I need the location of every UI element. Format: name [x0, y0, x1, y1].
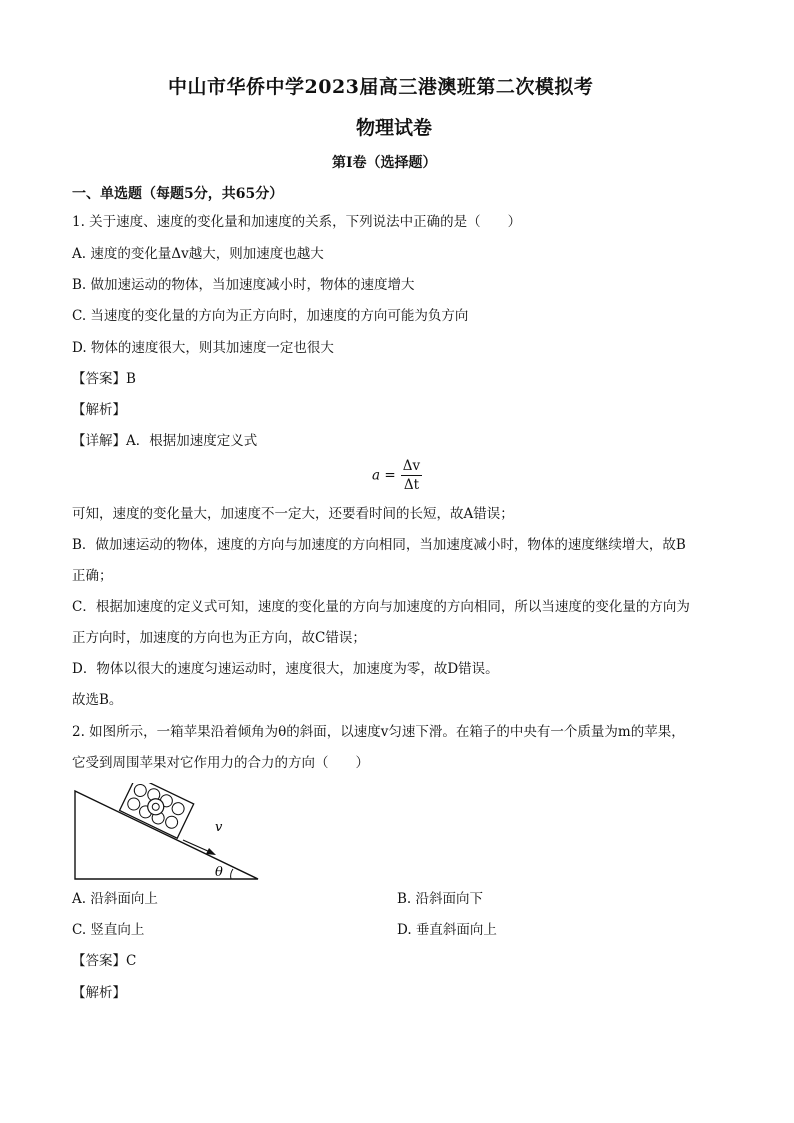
volume-heading: 第I卷（选择题） [332, 155, 437, 171]
q1-explain-line-1: 可知，速度的变化量大，加速度不一定大，还要看时间的长短，故A错误； [72, 506, 514, 522]
q1-option-d: D. 物体的速度很大，则其加速度一定也很大 [72, 340, 334, 356]
q1-explain-line-5: 正方向时，加速度的方向也为正方向，故C错误； [72, 630, 366, 646]
formula-fraction [401, 458, 422, 493]
paper-subtitle: 物理试卷 [356, 117, 433, 139]
q1-option-a: A. 速度的变化量Δv越大，则加速度也越大 [72, 246, 324, 262]
q2-option-b: B. 沿斜面向下 [397, 891, 484, 907]
q1-detail: 【详解】A．根据加速度定义式 [72, 433, 258, 449]
q2-option-c: C. 竖直向上 [72, 922, 145, 938]
q1-formula [372, 458, 422, 493]
paper-title: 中山市华侨中学2023届高三港澳班第二次模拟考 [168, 76, 594, 98]
q1-answer: 【答案】B [72, 371, 136, 387]
q2-answer: 【答案】C [72, 953, 137, 969]
q1-explain-line-2: B．做加速运动的物体，速度的方向与加速度的方向相同，当加速度减小时，物体的速度继续增大，故B [72, 537, 686, 553]
q1-analysis: 【解析】 [72, 402, 126, 418]
angle-label: θ [215, 865, 223, 880]
q1-option-b: B. 做加速运动的物体，当加速度减小时，物体的速度增大 [72, 277, 415, 293]
q1-explain-line-4: C．根据加速度的定义式可知，速度的变化量的方向与加速度的方向相同，所以当速度的变化量的方向为 [72, 599, 690, 615]
section-heading: 一、单选题（每题5分，共65分） [72, 186, 284, 202]
q1-stem: 1. 关于速度、速度的变化量和加速度的关系，下列说法中正确的是（ ） [72, 214, 522, 230]
q2-stem-line-1: 2. 如图所示，一箱苹果沿着倾角为θ的斜面，以速度v匀速下滑。在箱子的中央有一个质量为m的苹果， [72, 724, 685, 740]
q1-explain-line-3: 正确； [72, 568, 113, 584]
q2-stem-line-2: 它受到周围苹果对它作用力的合力的方向（ ） [72, 755, 369, 771]
q1-option-c: C. 当速度的变化量的方向为正方向时，加速度的方向可能为负方向 [72, 308, 469, 324]
formula-numerator: Δv [402, 458, 421, 474]
incline-figure [70, 783, 265, 883]
q2-analysis: 【解析】 [72, 985, 126, 1001]
q2-option-a: A. 沿斜面向上 [72, 891, 158, 907]
formula-denominator: Δt [403, 477, 420, 493]
formula-lhs: a = [372, 467, 396, 484]
q1-explain-line-6: D．物体以很大的速度匀速运动时，速度很大，加速度为零，故D错误。 [72, 661, 499, 677]
q1-conclusion: 故选B。 [72, 692, 123, 708]
velocity-label: v [215, 820, 223, 835]
angle-arc [231, 869, 233, 879]
velocity-arrowhead [206, 848, 216, 855]
q2-option-d: D. 垂直斜面向上 [397, 922, 497, 938]
